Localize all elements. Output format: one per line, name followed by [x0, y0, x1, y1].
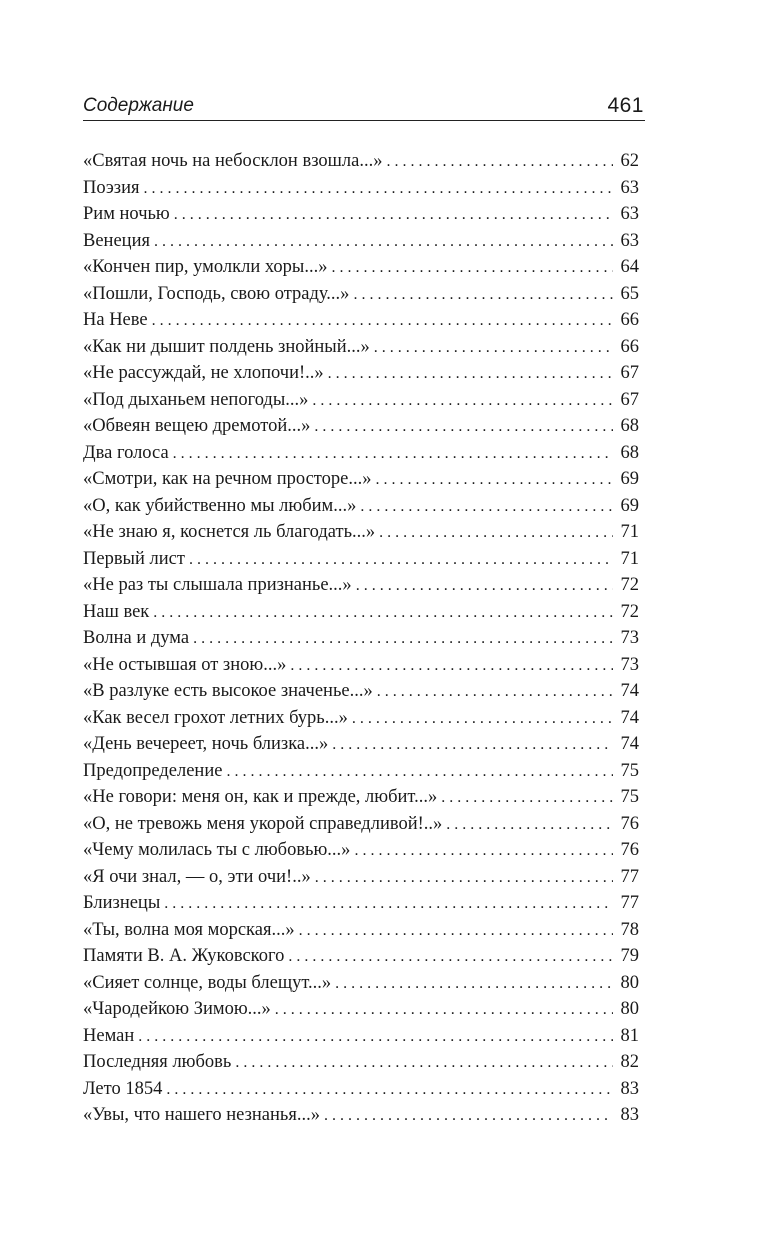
toc-entry-page: 63: [620, 204, 639, 224]
toc-entry-title: «О, как убийственно мы любим...»: [83, 495, 357, 516]
toc-entry-title: Венеция: [83, 230, 150, 251]
toc-entry-page: 71: [620, 522, 639, 542]
dot-leader: [324, 1103, 613, 1130]
toc-entry-title: «Обвеян вещею дремотой...»: [83, 416, 311, 436]
toc-entry: [83, 201, 639, 228]
toc-entry-title: «Пошли, Господь, свою отраду...»: [83, 283, 350, 304]
toc-entry-page: 74: [620, 734, 639, 754]
dot-leader: [352, 706, 613, 733]
toc-entry-page: 80: [620, 972, 639, 993]
toc-entry-page: 63: [620, 230, 639, 251]
toc-entry-page: 72: [620, 601, 639, 622]
toc-entry: [83, 652, 639, 679]
toc-entry-title: «День вечереет, ночь близка...»: [83, 734, 329, 754]
dot-leader: [138, 1024, 613, 1051]
toc-entry-page: 76: [620, 840, 639, 860]
toc-entry: [83, 281, 639, 308]
toc-entry-title: Первый лист: [83, 548, 185, 569]
dot-leader: [312, 388, 613, 415]
toc-entry: [83, 334, 639, 361]
toc-entry: [83, 943, 639, 970]
toc-entry: [83, 996, 639, 1023]
dot-leader: [356, 573, 613, 600]
toc-entry: [83, 811, 639, 838]
dot-leader: [275, 997, 613, 1024]
toc-entry-page: 67: [620, 389, 639, 410]
toc-entry-page: 68: [620, 442, 639, 463]
toc-entry: [83, 758, 639, 785]
dot-leader: [288, 944, 613, 971]
toc-entry-page: 75: [620, 787, 639, 807]
toc-entry-page: 76: [620, 813, 639, 834]
toc-entry-title: «Смотри, как на речном просторе...»: [83, 469, 372, 489]
toc-entry-page: 64: [620, 257, 639, 277]
running-header: [83, 90, 645, 121]
toc-entry-page: 82: [620, 1052, 639, 1072]
section-title: Содержание: [83, 95, 194, 116]
toc-entry: [83, 1102, 639, 1129]
toc-entry: [83, 917, 639, 944]
dot-leader: [441, 785, 613, 812]
toc-entry: [83, 1049, 639, 1076]
toc-entry: [83, 1023, 639, 1050]
toc-entry-title: Рим ночью: [83, 204, 170, 224]
dot-leader: [353, 282, 613, 309]
toc-entry-title: «Как весел грохот летних бурь...»: [83, 707, 348, 728]
dot-leader: [328, 361, 613, 388]
toc-entry-title: Памяти В. А. Жуковского: [83, 946, 285, 966]
dot-leader: [377, 679, 613, 706]
toc-entry: [83, 387, 639, 414]
toc-entry-page: 78: [620, 919, 639, 940]
toc-entry-page: 69: [620, 495, 639, 516]
toc-entry-page: 69: [620, 469, 639, 489]
dot-leader: [299, 918, 613, 945]
dot-leader: [153, 600, 613, 627]
toc-entry-page: 81: [620, 1025, 639, 1046]
toc-entry-title: «Как ни дышит полдень знойный...»: [83, 336, 370, 357]
dot-leader: [386, 149, 613, 176]
toc-entry: [83, 837, 639, 864]
toc-entry-title: Два голоса: [83, 442, 169, 463]
toc-entry-title: «Не знаю я, коснется ль благодать...»: [83, 522, 376, 542]
dot-leader: [446, 812, 613, 839]
toc-entry: [83, 148, 639, 175]
dot-leader: [375, 467, 613, 494]
toc-entry-page: 83: [620, 1078, 639, 1099]
toc-entry: [83, 466, 639, 493]
toc-entry: [83, 970, 639, 997]
toc-entry-title: «О, не тревожь меня укорой справедливой!..»: [83, 813, 443, 834]
dot-leader: [189, 547, 613, 574]
toc-entry: [83, 493, 639, 520]
dot-leader: [379, 520, 613, 547]
toc-entry-page: 67: [620, 363, 639, 383]
dot-leader: [354, 838, 613, 865]
toc-entry: [83, 731, 639, 758]
toc-entry-page: 74: [620, 681, 639, 701]
toc-entry-page: 71: [620, 548, 639, 569]
toc-entry: [83, 254, 639, 281]
toc-entry-title: «Не остывшая от зною...»: [83, 654, 287, 675]
toc-entry-title: «В разлуке есть высокое значенье...»: [83, 681, 373, 701]
toc-entry-title: «Увы, что нашего незнанья...»: [83, 1105, 320, 1125]
toc-entry-title: На Неве: [83, 310, 148, 330]
toc-entry: [83, 599, 639, 626]
dot-leader: [374, 335, 613, 362]
toc-entry-title: Волна и дума: [83, 628, 190, 648]
toc-entry: [83, 546, 639, 573]
toc-entry-title: Лето 1854: [83, 1078, 163, 1099]
toc-entry-page: 62: [620, 151, 639, 171]
toc-entry-title: «Не рассуждай, не хлопочи!..»: [83, 363, 324, 383]
toc-entry: [83, 228, 639, 255]
dot-leader: [331, 255, 613, 282]
toc-entry: [83, 784, 639, 811]
toc-entry-title: «Сияет солнце, воды блещут...»: [83, 972, 332, 993]
dot-leader: [360, 494, 613, 521]
toc-entry-page: 75: [620, 760, 639, 781]
toc-entry-page: 77: [620, 893, 639, 913]
toc-entry-title: Поэзия: [83, 177, 140, 198]
toc-entry: [83, 705, 639, 732]
toc-entry-page: 73: [620, 628, 639, 648]
toc-entry-title: «Кончен пир, умолкли хоры...»: [83, 257, 328, 277]
dot-leader: [164, 891, 613, 918]
toc-entry-title: «Ты, волна моя морская...»: [83, 919, 295, 940]
toc-entry: [83, 625, 639, 652]
toc-entry-title: Неман: [83, 1025, 135, 1046]
page-number: 461: [607, 94, 644, 117]
toc-entry: [83, 572, 639, 599]
toc-entry: [83, 864, 639, 891]
dot-leader: [290, 653, 613, 680]
toc-entry-page: 63: [620, 177, 639, 198]
toc-entry-page: 73: [620, 654, 639, 675]
toc-entry-page: 74: [620, 707, 639, 728]
toc-entry-page: 68: [620, 416, 639, 436]
dot-leader: [315, 865, 613, 892]
toc-entry-title: «Под дыханьем непогоды...»: [83, 389, 309, 410]
dot-leader: [335, 971, 613, 998]
toc-entry-title: Предопределение: [83, 760, 223, 781]
toc-entry-page: 65: [620, 283, 639, 304]
toc-entry: [83, 519, 639, 546]
dot-leader: [174, 202, 613, 229]
dot-leader: [226, 759, 613, 786]
table-of-contents: [83, 148, 639, 1129]
toc-entry-page: 83: [620, 1105, 639, 1125]
dot-leader: [166, 1077, 613, 1104]
toc-entry-title: «Не раз ты слышала признанье...»: [83, 575, 352, 595]
toc-entry: [83, 413, 639, 440]
toc-entry-title: «Чему молилась ты с любовью...»: [83, 840, 351, 860]
toc-entry-title: «Чародейкою Зимою...»: [83, 999, 271, 1019]
dot-leader: [314, 414, 613, 441]
toc-entry-title: «Не говори: меня он, как и прежде, любит...»: [83, 787, 438, 807]
dot-leader: [193, 626, 613, 653]
dot-leader: [332, 732, 613, 759]
toc-entry: [83, 890, 639, 917]
toc-entry-page: 72: [620, 575, 639, 595]
toc-entry-page: 77: [620, 866, 639, 887]
toc-entry: [83, 678, 639, 705]
dot-leader: [144, 176, 614, 203]
dot-leader: [173, 441, 613, 468]
dot-leader: [152, 308, 613, 335]
toc-entry: [83, 440, 639, 467]
toc-entry-page: 66: [620, 336, 639, 357]
toc-entry-title: Последняя любовь: [83, 1052, 232, 1072]
toc-entry-title: «Святая ночь на небосклон взошла...»: [83, 151, 383, 171]
toc-entry-title: «Я очи знал, — о, эти очи!..»: [83, 866, 311, 887]
toc-entry: [83, 1076, 639, 1103]
toc-entry-page: 80: [620, 999, 639, 1019]
toc-entry: [83, 307, 639, 334]
toc-entry: [83, 175, 639, 202]
toc-entry-page: 79: [620, 946, 639, 966]
toc-entry: [83, 360, 639, 387]
toc-entry-title: Наш век: [83, 601, 150, 622]
toc-entry-title: Близнецы: [83, 893, 161, 913]
dot-leader: [235, 1050, 613, 1077]
dot-leader: [154, 229, 613, 256]
toc-entry-page: 66: [620, 310, 639, 330]
